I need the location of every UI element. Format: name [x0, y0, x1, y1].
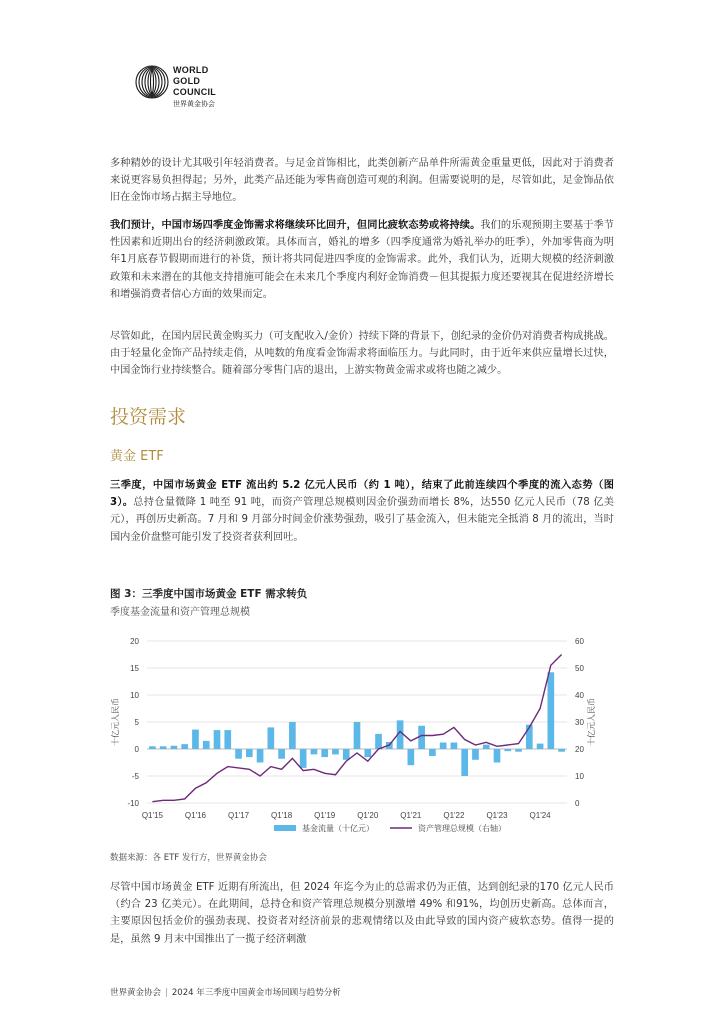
bar-fund-flow [451, 743, 458, 749]
bar-fund-flow [483, 745, 490, 749]
bar-fund-flow [203, 741, 210, 749]
x-tick-label: Q1'19 [314, 811, 336, 820]
bar-fund-flow [364, 749, 371, 757]
y-tick-right: 10 [575, 772, 584, 781]
paragraph-5: 尽管中国市场黄金 ETF 近期有所流出，但 2024 年迄今为止的总需求仍为正值，达到创纪录的170 亿元人民币（约合 23 亿美元）。在此期间，总持仓和资产管理总规模分别激增 49% 和91%，均创历史新高。总体而言，主要原因包括金价的强劲表现、投资者对经济前景的悲观情绪以及由此导致的国内资产疲软态势。值得一提的是，虽然 9 月末中国推出了一揽子经济刺激 [110, 882, 614, 945]
bar-fund-flow [160, 746, 167, 749]
bar-fund-flow [181, 744, 188, 749]
paragraph-2 [110, 217, 614, 303]
bar-fund-flow [504, 749, 511, 751]
bar-fund-flow [149, 746, 156, 749]
bar-fund-flow [429, 749, 436, 756]
bar-fund-flow [494, 749, 501, 763]
paragraph-3: 尽管如此，在国内居民黄金购买力（可支配收入/金价）持续下降的背景下，创纪录的金价仍对消费者构成挑战。由于轻量化金饰产品持续走俏，从吨数的角度看金饰需求将面临压力。与此同时，由于近年来供应量增长过快，中国金饰行业持续整合。随着部分零售门店的退出，上游实物黄金需求或将也随之减少。 [110, 331, 614, 377]
bar-fund-flow [408, 749, 415, 765]
footer-doc-title: 2024 年三季度中国黄金市场回顾与趋势分析 [171, 988, 341, 998]
y-tick-right: 40 [575, 691, 584, 700]
bar-fund-flow [268, 727, 275, 749]
y-tick-right: 50 [575, 664, 584, 673]
paragraph-1: 多种精妙的设计尤其吸引年轻消费者。与足金首饰相比，此类创新产品单件所需黄金重量更低，因此对于消费者来说更容易负担得起；另外，此类产品还能为零售商创造可观的利润。但需要说明的是，尽管如此，足金饰品依旧在金饰市场占据主导地位。 [110, 158, 614, 204]
legend-line-label: 资产管理总规模（右轴） [418, 824, 506, 833]
y-tick-left: 20 [130, 637, 139, 646]
x-tick-label: Q1'23 [486, 811, 508, 820]
y-tick-left: -10 [127, 799, 139, 808]
bar-fund-flow [289, 722, 296, 749]
figure-title: 图 3：三季度中国市场黄金 ETF 需求转负 [110, 588, 308, 600]
bar-fund-flow [354, 722, 361, 749]
legend-bar-swatch [274, 825, 296, 831]
bar-fund-flow [192, 730, 199, 749]
x-tick-label: Q1'21 [400, 811, 422, 820]
x-tick-label: Q1'17 [227, 811, 250, 820]
legend-bar-label: 基金流量（十亿元） [302, 824, 374, 833]
paragraph-2-lead: 我们预计，中国市场四季度金饰需求将继续环比回升，但同比疲软态势或将持续。 [110, 220, 481, 231]
x-tick-label: Q1'18 [271, 811, 293, 820]
etf-chart [104, 630, 604, 842]
bar-fund-flow [537, 744, 544, 749]
x-tick-label: Q1'16 [184, 811, 207, 820]
y-axis-label-right: 十亿元人民币 [587, 698, 596, 746]
logo-line-2: GOLD [173, 76, 201, 86]
y-tick-left: 15 [130, 664, 139, 673]
page-footer [110, 986, 341, 998]
bar-fund-flow [332, 749, 339, 754]
bar-fund-flow [224, 730, 231, 749]
logo-wordmark [173, 65, 216, 98]
footer-org: 世界黄金协会 [110, 988, 162, 998]
bar-fund-flow [472, 749, 479, 760]
bar-fund-flow [300, 749, 307, 768]
bar-fund-flow [257, 749, 264, 763]
logo-rings-icon [134, 64, 170, 100]
y-tick-right: 60 [575, 637, 584, 646]
paragraph-4-lead: 三季度，中国市场黄金 ETF 流出约 5.2 亿元人民币（约 1 吨），结束了此前连续四个季度的流入态势（图 3）。 [110, 480, 614, 509]
bar-fund-flow [311, 749, 318, 754]
bar-fund-flow [171, 746, 178, 749]
section-heading: 投资需求 [110, 406, 187, 428]
bar-fund-flow [440, 743, 447, 749]
y-axis-label-left: 十亿元人民币 [111, 698, 120, 746]
y-tick-left: 10 [130, 691, 139, 700]
paragraph-4 [110, 477, 614, 546]
bar-fund-flow [278, 749, 285, 759]
y-tick-right: 0 [575, 799, 580, 808]
logo-chinese-name: 世界黄金协会 [173, 100, 215, 108]
x-tick-label: Q1'15 [141, 811, 163, 820]
bar-fund-flow [343, 749, 350, 760]
logo-line-3: COUNCIL [173, 87, 217, 97]
wgc-logo [134, 62, 254, 110]
bar-fund-flow [246, 749, 253, 757]
x-tick-label: Q1'20 [357, 811, 379, 820]
bar-fund-flow [321, 749, 328, 757]
figure-source: 数据来源：各 ETF 发行方，世界黄金协会 [110, 853, 267, 863]
bar-fund-flow [214, 730, 221, 749]
x-tick-label: Q1'24 [529, 811, 551, 820]
subsection-heading: 黄金 ETF [110, 449, 164, 464]
bar-fund-flow [515, 749, 522, 752]
bar-fund-flow [548, 672, 555, 749]
y-tick-left: 5 [134, 718, 139, 727]
logo-line-1: WORLD [173, 65, 209, 75]
y-tick-left: 0 [134, 745, 139, 754]
x-tick-label: Q1'22 [443, 811, 465, 820]
footer-separator: | [165, 988, 168, 998]
figure-subtitle: 季度基金流量和资产管理总规模 [110, 607, 250, 618]
bar-fund-flow [461, 749, 468, 776]
bar-fund-flow [558, 749, 565, 752]
paragraph-2-body: 我们的乐观预期主要基于季节性因素和近期出台的经济刺激政策。具体而言，婚礼的增多（四季度通常为婚礼举办的旺季），外加零售商为明年1月底春节假期而进行的补货，预计将共同促进四季度的金饰需求。此外，我们认为，近期大规模的经济刺激政策和未来潜在的其他支持措施可能会在未来几个季度内利好金饰消费－但其提振力度还要视其在促进经济增长和增强消费者信心方面的效果而定。 [110, 220, 614, 300]
y-tick-right: 20 [575, 745, 584, 754]
paragraph-4-body: 总持仓量微降 1 吨至 91 吨，而资产管理总规模则因金价强劲而增长 8%，达550 亿元人民币（78 亿美元），再创历史新高。7 月和 9 月部分时间金价涨势强劲，吸引了基金流入，但未能完全抵消 8 月的流出，当时国内金价盘整可能引发了投资者获利回吐。 [110, 497, 614, 543]
y-tick-right: 30 [575, 718, 584, 727]
bar-fund-flow [235, 749, 242, 759]
bar-fund-flow [375, 734, 382, 749]
y-tick-left: -5 [131, 772, 139, 781]
